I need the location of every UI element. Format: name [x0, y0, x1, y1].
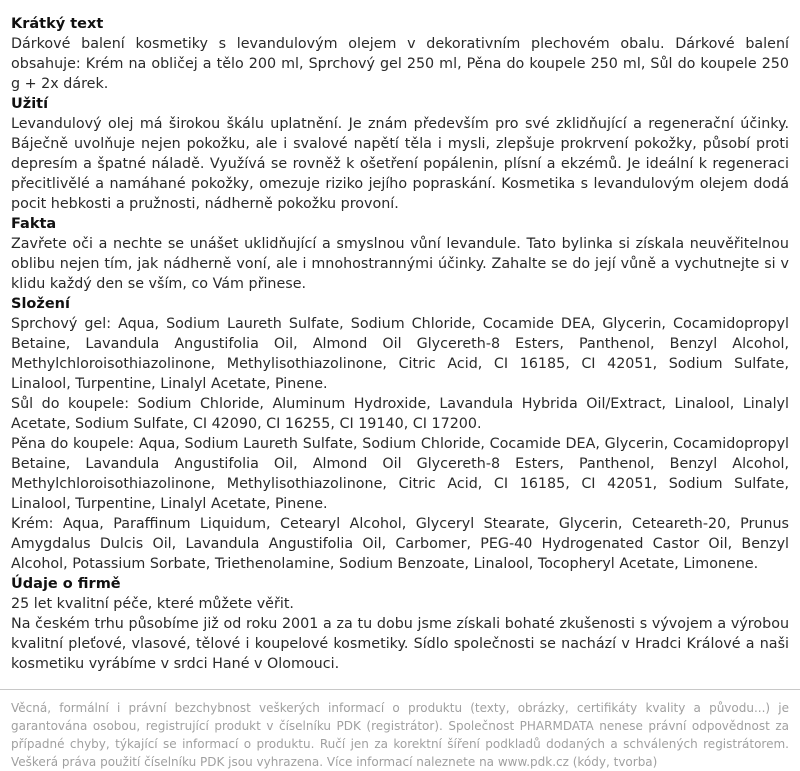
section-kratky-text: [11, 14, 789, 94]
section-heading: Krátký text: [11, 16, 104, 32]
section-heading: Složení: [11, 296, 70, 312]
section-udaje-o-firme: [11, 574, 789, 674]
ingredients-cream: Krém: Aqua, Paraffinum Liquidum, Cetearyl Alcohol, Glyceryl Stearate, Glycerin, Ceteareth-20, Prunus Amygdalus Dulcis Oil, Lavandula Angustifolia Oil, Carbomer, PEG-40 Hydrogenated Castor Oil, Benzyl Alcohol, Potassium Sorbate, Triethenolamine, Sodium Benzoate, Linalool, Tocopheryl Acetate, Limonene.: [11, 516, 789, 572]
ingredients-bath-foam: Pěna do koupele: Aqua, Sodium Laureth Sulfate, Sodium Chloride, Cocamide DEA, Glycerin, Cocamidopropyl Betaine, Lavandula Angustifolia Oil, Almond Oil Glycereth-8 Esters, Panthenol, Benzyl Alcohol, Methylchloroisothiazolinone, Methylisothiazolinone, Citric Acid, CI 16185, CI 42051, Sodium Sulfate, Linalool, Turpentine, Linalyl Acetate, Pinene.: [11, 436, 789, 512]
section-slozeni: [11, 294, 789, 574]
product-description: [11, 14, 789, 674]
section-paragraph: Na českém trhu působíme již od roku 2001 a za tu dobu jsme získali bohaté zkušenosti s vývojem a výrobou kvalitní pleťové, vlasové, tělové i koupelové kosmetiky. Sídlo společnosti se nachází v Hradci Králové a naši kosmetiku vyrábíme v srdci Hané v Olomouci.: [11, 616, 789, 672]
section-paragraph: Levandulový olej má širokou škálu uplatnění. Je znám především pro své zklidňující a regenerační účinky. Báječně uvolňuje nejen pokožku, ale i svalové napětí těla i mysli, zlepšuje prokrvení pokožky, působí proti depresím a špatné náladě. Využívá se rovněž k ošetření popálenin, plísní a ekzémů. Je ideální k regeneraci přecitlivělé a namáhané pokožky, omezuje riziko jejího popraskání. Kosmetika s levandulovým olejem dodá pocit hebkosti a pružnosti, nádherně pokožku provoní.: [11, 116, 789, 212]
section-fakta: [11, 214, 789, 294]
section-heading: Fakta: [11, 216, 57, 232]
section-heading: Užití: [11, 96, 49, 112]
disclaimer-text: Věcná, formální i právní bezchybnost veškerých informací o produktu (texty, obrázky, certifikáty kvality a původu...) je garantována osobou, registrující produkt v číselníku PDK (registrátor). Společnost PHARMDATA nenese právní odpovědnost za případné chyby, týkající se informací o produktu. Ručí jen za korektní šíření podkladů dodaných a schválených registrátorem. Veškerá práva použití číselníku PDK jsou vyhrazena. Více informací naleznete na www.pdk.cz (kódy, tvorba): [11, 701, 789, 769]
disclaimer-footer: [0, 689, 800, 770]
section-heading: Údaje o firmě: [11, 576, 121, 592]
section-paragraph: 25 let kvalitní péče, které můžete věřit.: [11, 596, 294, 612]
section-uziti: [11, 94, 789, 214]
section-paragraph: Zavřete oči a nechte se unášet uklidňující a smyslnou vůní levandule. Tato bylinka si získala neuvěřitelnou oblibu nejen tím, jak nádherně voní, ale i mnohostrannými účinky. Zahalte se do její vůně a vychutnejte si v klidu každý den se vším, co Vám přinese.: [11, 236, 789, 292]
section-paragraph: Dárkové balení kosmetiky s levandulovým olejem v dekorativním plechovém obalu. Dárkové balení obsahuje: Krém na obličej a tělo 200 ml, Sprchový gel 250 ml, Pěna do koupele 250 ml, Sůl do koupele 250 g + 2x dárek.: [11, 36, 789, 92]
ingredients-bath-salt: Sůl do koupele: Sodium Chloride, Aluminum Hydroxide, Lavandula Hybrida Oil/Extract, Linalool, Linalyl Acetate, Sodium Sulfate, CI 42090, CI 16255, CI 19140, CI 17200.: [11, 396, 789, 432]
ingredients-shower-gel: Sprchový gel: Aqua, Sodium Laureth Sulfate, Sodium Chloride, Cocamide DEA, Glycerin, Cocamidopropyl Betaine, Lavandula Angustifolia Oil, Almond Oil Glycereth-8 Esters, Panthenol, Benzyl Alcohol, Methylchloroisothiazolinone, Methylisothiazolinone, Citric Acid, CI 16185, CI 42051, Sodium Sulfate, Linalool, Turpentine, Linalyl Acetate, Pinene.: [11, 316, 789, 392]
